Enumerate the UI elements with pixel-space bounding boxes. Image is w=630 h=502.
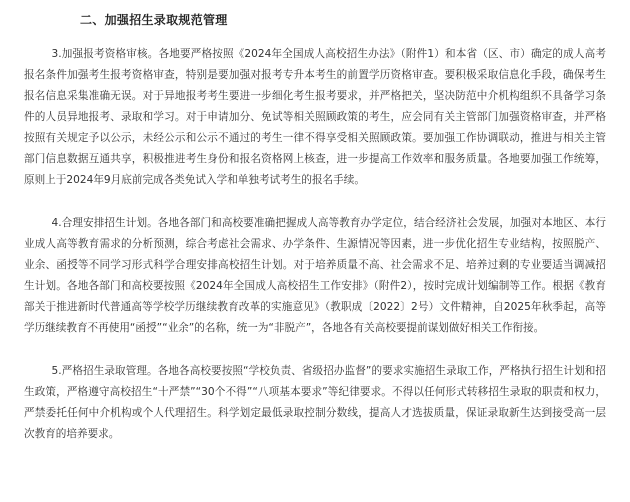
- paragraph-qualification-review: 3.加强报考资格审核。各地要严格按照《2024年全国成人高校招生办法》（附件1）和本省（区、市）确定的成人高考报名条件加强考生报考资格审查，特别是要加强对报考专升本考生的前置学历资格审查。要积极采取信息化手段，确保考生报名信息采集准确无误。对于异地报考考生要进一步细化考生报考要求，并严格把关，坚决防范中介机构组织不具备学习条件的人员异地报考、录取和学习。对于申请加分、免试等相关照顾政策的考生，应会同有关主管部门加强资格审查，并严格按照有关规定予以公示，未经公示和公示不通过的考生一律不得享受相关照顾政策。要加强工作协调联动，推进与相关主管部门信息数据互通共享，积极推进考生身份和报名资格网上核查，进一步提高工作效率和服务质量。各地要加强工作统筹，原则上于2024年9月底前完成各类免试入学和单独考试考生的报名手续。: [24, 48, 606, 186]
- paragraph-admission-management: 5.严格招生录取管理。各地各高校要按照“学校负责、省级招办监督”的要求实施招生录取工作，严格执行招生计划和招生政策，严格遵守高校招生“十严禁”“30个不得”“八项基本要求”等纪律要求。不得以任何形式转移招生录取的职责和权力，严禁委托任何中介机构或个人代理招生。科学划定最低录取控制分数线，提高人才选拔质量，保证录取新生达到接受高一层次教育的培养要求。: [24, 365, 606, 440]
- document-page: [0, 12, 630, 502]
- section-heading: 二、加强招生录取规范管理: [80, 13, 228, 27]
- paragraph-enrollment-plan: 4.合理安排招生计划。各地各部门和高校要准确把握成人高等教育办学定位，结合经济社会发展，加强对本地区、本行业成人高等教育需求的分析预测，综合考虑社会需求、办学条件、生源情况等因素，进一步优化招生专业结构，按照脱产、业余、函授等不同学习形式科学合理安排高校招生计划。对于培养质量不高、社会需求不足、培养过剩的专业要适当调减招生计划。各地各部门和高校要按照《2024年全国成人高校招生工作安排》（附件2），按时完成计划编制等工作。根据《教育部关于推进新时代普通高等学校学历继续教育改革的实施意见》（教职成〔2022〕2号）文件精神，自2025年秋季起，高等学历继续教育不再使用“函授”“业余”的名称，统一为“非脱产”，各地各有关高校要提前谋划做好相关工作衔接。: [24, 217, 606, 334]
